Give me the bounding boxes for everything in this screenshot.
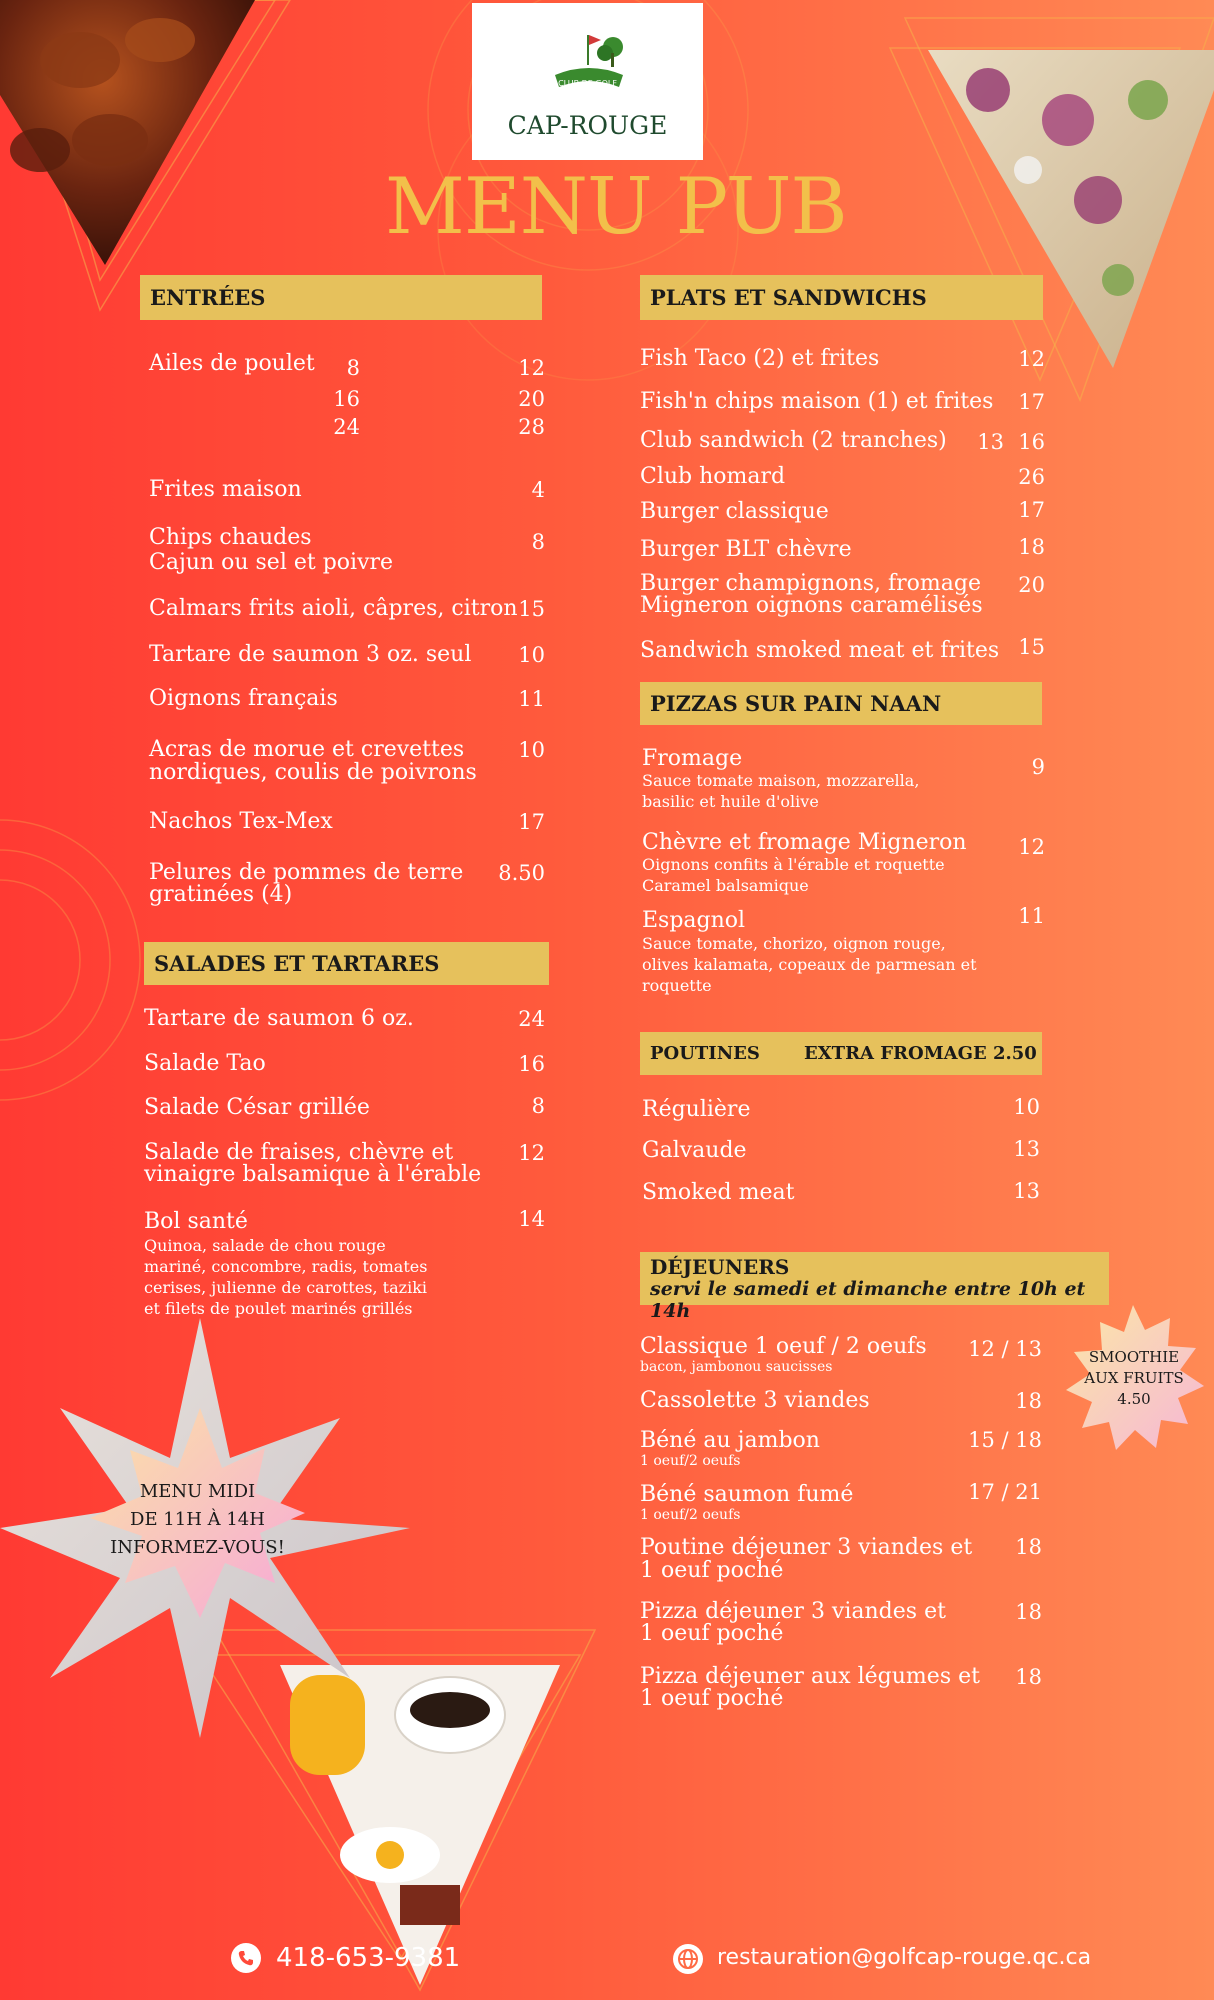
salades-header: SALADES ET TARTARES	[144, 942, 549, 985]
salade-item-sub: vinaigre balsamique à l'érable	[144, 1162, 482, 1187]
dejeuner-item-desc: bacon, jambonou saucisses	[640, 1359, 833, 1375]
fish-tacos-photo	[928, 50, 1214, 370]
salade-item-label: Salade Tao	[144, 1051, 266, 1076]
globe-icon	[672, 1943, 704, 1975]
entree-item-label: Chips chaudes	[149, 525, 312, 550]
footer-email[interactable]: restauration@golfcap-rouge.qc.ca	[717, 1945, 1092, 1970]
smoothie-line2: AUX FRUITS	[1084, 1369, 1184, 1387]
menu-midi-line2: DE 11H À 14H	[130, 1509, 265, 1530]
salade-item-price: 12	[518, 1141, 545, 1165]
dejeuner-item-label: Béné au jambon	[640, 1428, 820, 1453]
plat-item-price-single: 13	[977, 430, 1004, 454]
entree-item-price: 10	[518, 643, 545, 667]
pizza-item-desc: Sauce tomate maison, mozzarella,	[642, 771, 920, 790]
pizza-item-label: Fromage	[642, 746, 743, 771]
entree-item-label: Tartare de saumon 3 oz. seul	[149, 642, 472, 667]
salade-item-price: 8	[531, 1094, 545, 1118]
plat-item-label: Club homard	[640, 464, 786, 489]
entree-item-sub: nordiques, coulis de poivrons	[149, 760, 477, 785]
dejeuner-item-price: 17 / 21	[968, 1480, 1042, 1504]
plat-item-label: Sandwich smoked meat et frites	[640, 638, 1000, 663]
salade-item-desc: mariné, concombre, radis, tomates	[144, 1257, 428, 1276]
salade-item-price: 14	[518, 1207, 545, 1231]
dejeuner-item-label: Pizza déjeuner 3 viandes et	[640, 1599, 946, 1624]
plat-item-label: Burger champignons, fromage	[640, 571, 981, 596]
salade-item-label: Tartare de saumon 6 oz.	[144, 1006, 414, 1031]
entree-item-price: 17	[518, 810, 545, 834]
salade-item-price: 16	[518, 1052, 545, 1076]
plat-item-price: 12	[1018, 347, 1045, 371]
plat-item-label: Fish'n chips maison (1) et frites	[640, 389, 994, 414]
plat-item-label: Burger BLT chèvre	[640, 537, 852, 562]
entree-item-label: Nachos Tex-Mex	[149, 809, 333, 834]
smoothie-line1: SMOOTHIE	[1088, 1348, 1180, 1366]
salade-item-desc: et filets de poulet marinés grillés	[144, 1299, 413, 1318]
salade-item-label: Salade César grillée	[144, 1095, 370, 1120]
pizza-item-desc: olives kalamata, copeaux de parmesan et	[642, 955, 977, 974]
logo-name: CAP-ROUGE	[507, 111, 668, 140]
ailes-price-2: 20	[518, 387, 545, 411]
footer-phone[interactable]: 418-653-9381	[276, 1943, 461, 1973]
logo-top-text: CLUB DE GOLF	[558, 79, 617, 88]
poutine-item-label: Galvaude	[642, 1138, 747, 1163]
plat-item-price: 20	[1018, 573, 1045, 597]
plat-item-label: Fish Taco (2) et frites	[640, 346, 880, 371]
entrees-header: ENTRÉES	[140, 275, 542, 320]
dejeuner-item-label: Classique 1 oeuf / 2 oeufs	[640, 1334, 927, 1359]
ailes-qty-3: 24	[333, 415, 360, 439]
pizza-item-desc: Caramel balsamique	[642, 876, 809, 895]
dejeuner-item-sub: 1 oeuf poché	[640, 1686, 784, 1711]
pizza-item-label: Espagnol	[642, 908, 746, 933]
poutine-item-label: Régulière	[642, 1097, 751, 1122]
entree-item-label: Frites maison	[149, 477, 302, 502]
salade-item-price: 24	[518, 1007, 545, 1031]
dejeuner-item-label: Poutine déjeuner 3 viandes et	[640, 1535, 973, 1560]
plat-item-price: 15	[1018, 635, 1045, 659]
pizza-item-desc: Oignons confits à l'érable et roquette	[642, 855, 945, 874]
smoothie-text	[1060, 1347, 1208, 1410]
dejeuner-item-price: 15 / 18	[968, 1428, 1042, 1452]
salade-item-label: Salade de fraises, chèvre et	[144, 1140, 454, 1165]
phone-icon	[230, 1942, 262, 1974]
poutines-header	[640, 1032, 1042, 1075]
dejeuner-item-price: 12 / 13	[968, 1337, 1042, 1361]
dejeuner-item-label: Béné saumon fumé	[640, 1482, 854, 1507]
entree-item-sub: Cajun ou sel et poivre	[149, 550, 394, 575]
plat-item-label: Burger classique	[640, 499, 829, 524]
dejeuners-title: DÉJEUNERS	[650, 1255, 790, 1279]
poutine-item-price: 13	[1013, 1137, 1040, 1161]
dejeuners-header	[640, 1252, 1109, 1322]
pizza-item-desc: roquette	[642, 976, 712, 995]
ailes-price-1: 12	[518, 356, 545, 380]
entree-item-price: 11	[518, 687, 545, 711]
entree-item-price: 15	[518, 597, 545, 621]
plats-header: PLATS ET SANDWICHS	[640, 275, 1043, 320]
plat-item-price: 17	[1018, 390, 1045, 414]
club-logo	[472, 3, 703, 160]
pizza-item-label: Chèvre et fromage Migneron	[642, 830, 967, 855]
entree-item-label: Acras de morue et crevettes	[149, 737, 465, 762]
entree-item-label: Oignons français	[149, 686, 338, 711]
entree-item-label: Pelures de pommes de terre	[149, 860, 464, 885]
salade-item-desc: Quinoa, salade de chou rouge	[144, 1236, 386, 1255]
poutines-title: POUTINES	[650, 1043, 760, 1064]
pizzas-header: PIZZAS SUR PAIN NAAN	[640, 682, 1042, 725]
plat-item-price: 18	[1018, 535, 1045, 559]
entree-item-price: 8.50	[498, 861, 545, 885]
dejeuner-item-label: Cassolette 3 viandes	[640, 1388, 870, 1413]
pizza-item-desc: basilic et huile d'olive	[642, 792, 819, 811]
entree-item-price: 8	[531, 530, 545, 554]
ailes-qty-1: 8	[346, 356, 360, 380]
dejeuner-item-price: 18	[1015, 1389, 1042, 1413]
dejeuner-item-price: 18	[1015, 1665, 1042, 1689]
poutine-item-price: 13	[1013, 1179, 1040, 1203]
plat-item-label: Club sandwich (2 tranches)	[640, 428, 947, 453]
dejeuners-subtitle: servi le samedi et dimanche entre 10h et 14h	[650, 1278, 1086, 1322]
ailes-qty-2: 16	[333, 387, 360, 411]
plat-item-sub: Migneron oignons caramélisés	[640, 593, 983, 618]
entree-item-price: 10	[518, 738, 545, 762]
menu-midi-line1: MENU MIDI	[139, 1481, 256, 1502]
plat-item-price: 17	[1018, 498, 1045, 522]
menu-midi-line3: INFORMEZ-VOUS!	[110, 1537, 285, 1558]
pizza-item-desc: Sauce tomate, chorizo, oignon rouge,	[642, 934, 946, 953]
dejeuner-item-sub: 1 oeuf poché	[640, 1558, 784, 1583]
dejeuner-item-desc: 1 oeuf/2 oeufs	[640, 1453, 741, 1469]
chicken-wings-photo	[0, 0, 260, 270]
entree-item-sub: gratinées (4)	[149, 882, 293, 907]
dejeuner-item-price: 18	[1015, 1600, 1042, 1624]
dejeuner-item-sub: 1 oeuf poché	[640, 1621, 784, 1646]
plat-item-price: 16	[1018, 430, 1045, 454]
menu-midi-text	[100, 1478, 295, 1562]
poutine-item-label: Smoked meat	[642, 1180, 795, 1205]
dejeuner-item-price: 18	[1015, 1535, 1042, 1559]
page-title: MENU PUB	[385, 162, 847, 252]
entree-item-price: 4	[531, 478, 545, 502]
poutines-extra: EXTRA FROMAGE 2.50	[804, 1043, 1037, 1064]
pizza-item-price: 9	[1031, 755, 1045, 779]
pizza-item-price: 12	[1018, 835, 1045, 859]
salade-item-desc: cerises, julienne de carottes, taziki	[144, 1278, 428, 1297]
entrees-ailes-label: Ailes de poulet	[149, 351, 315, 376]
ailes-price-3: 28	[518, 415, 545, 439]
smoothie-price: 4.50	[1117, 1390, 1151, 1408]
pizza-item-price: 11	[1018, 904, 1045, 928]
entree-item-label: Calmars frits aioli, câpres, citron	[149, 596, 518, 621]
salade-item-label: Bol santé	[144, 1209, 248, 1234]
dejeuner-item-label: Pizza déjeuner aux légumes et	[640, 1664, 980, 1689]
plat-item-price: 26	[1018, 465, 1045, 489]
dejeuner-item-desc: 1 oeuf/2 oeufs	[640, 1507, 741, 1523]
poutine-item-price: 10	[1013, 1095, 1040, 1119]
